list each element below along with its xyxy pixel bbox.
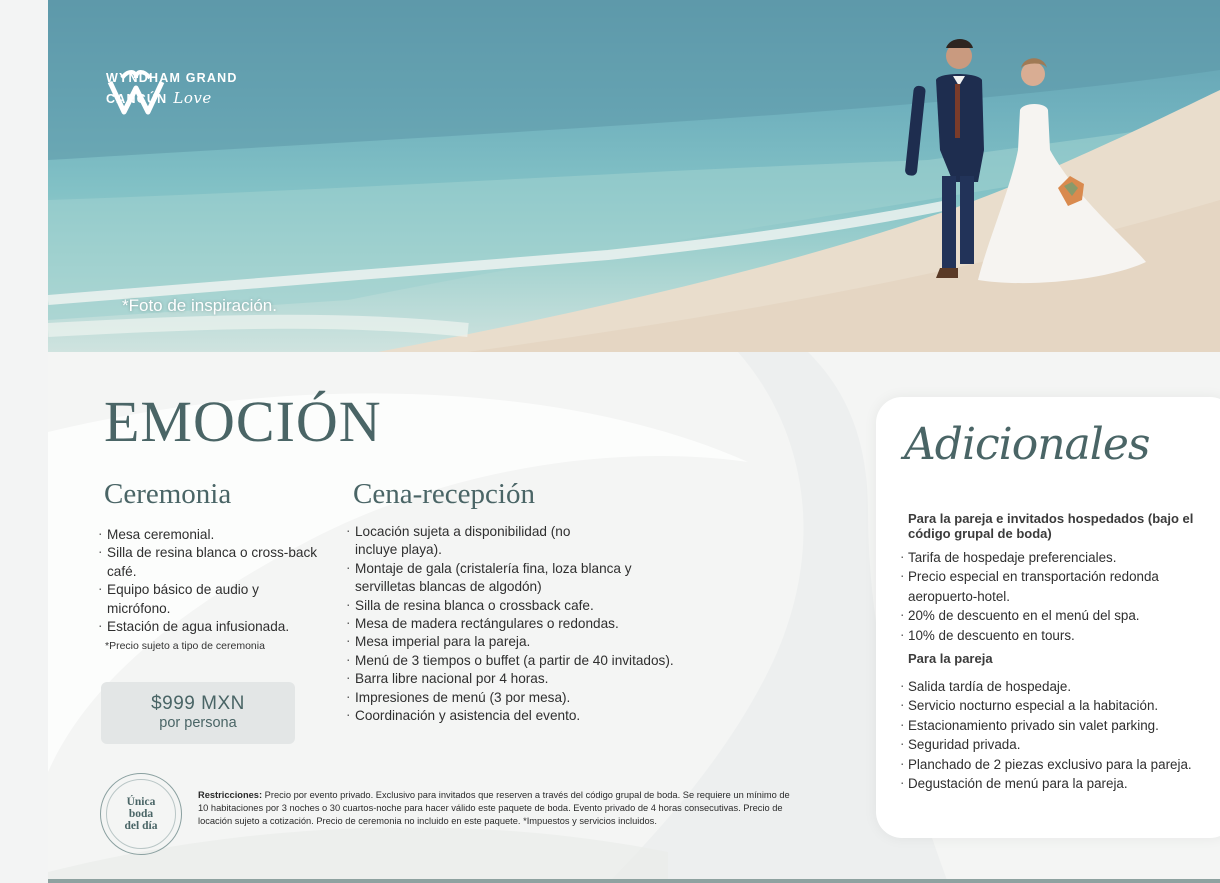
- list-item: · 20% de descuento en el menú del spa.: [900, 606, 1220, 625]
- wyndham-logo-icon: [106, 68, 166, 116]
- restrictions-text: [198, 789, 798, 828]
- logo-line-2: CANCÚN: [106, 92, 168, 106]
- badge-line: del día: [124, 820, 158, 832]
- hero-photo: [48, 0, 1220, 352]
- left-margin: [0, 0, 48, 883]
- group-heading-couple: Para la pareja: [908, 651, 993, 666]
- badge-line: boda: [128, 808, 154, 820]
- price-amount: $999 MXN: [151, 693, 245, 714]
- list-item: · Degustación de menú para la pareja.: [900, 774, 1220, 793]
- cena-heading: Cena-recepción: [353, 478, 535, 510]
- price-note: *Precio sujeto a tipo de ceremonia: [105, 640, 265, 652]
- list-item: · Coordinación y asistencia del evento.: [346, 707, 726, 725]
- adicionales-card: [876, 397, 1220, 838]
- couple-benefits-list: [900, 677, 1220, 793]
- logo-script: Love: [173, 89, 212, 107]
- list-item: · Locación sujeta a disponibilidad (no incluye playa).: [346, 523, 576, 560]
- restrictions-label: Restricciones:: [198, 790, 263, 800]
- list-item: · Mesa de madera rectángulares o redondas.: [346, 615, 726, 633]
- list-item: · Seguridad privada.: [900, 735, 1220, 754]
- package-title: EMOCIÓN: [104, 389, 382, 454]
- adicionales-title: Adicionales: [904, 419, 1150, 470]
- price-unit: por persona: [159, 715, 237, 731]
- list-item: · Impresiones de menú (3 por mesa).: [346, 689, 726, 707]
- list-item: · Barra libre nacional por 4 horas.: [346, 670, 726, 688]
- bottom-border: [48, 879, 1220, 883]
- list-item: · Salida tardía de hospedaje.: [900, 677, 1220, 696]
- ceremonia-heading: Ceremonia: [104, 478, 232, 510]
- wedding-package-page: [48, 0, 1220, 883]
- list-item: · Menú de 3 tiempos o buffet (a partir de 40 invitados).: [346, 652, 726, 670]
- list-item: · Planchado de 2 piezas exclusivo para la pareja.: [900, 755, 1220, 774]
- list-item: · Estación de agua infusionada.: [98, 618, 318, 636]
- logo-line-1: WYNDHAM GRAND: [106, 71, 238, 85]
- list-item: · Estacionamiento privado sin valet parking.: [900, 716, 1220, 735]
- list-item: · Precio especial en transportación redonda aeropuerto-hotel.: [900, 567, 1190, 606]
- photo-disclaimer: *Foto de inspiración.: [122, 296, 277, 315]
- brand-logo: [106, 68, 238, 109]
- list-item: · Equipo básico de audio y micrófono.: [98, 581, 318, 618]
- badge-line: Única: [126, 796, 156, 808]
- list-item: · Mesa ceremonial.: [98, 526, 318, 544]
- list-item: · Montaje de gala (cristalería fina, loza blanca y servilletas blancas de algodón): [346, 560, 646, 597]
- list-item: · Silla de resina blanca o crossback cafe.: [346, 597, 726, 615]
- cena-list: [346, 523, 726, 725]
- list-item: · Mesa imperial para la pareja.: [346, 633, 726, 651]
- guest-benefits-list: [900, 548, 1220, 645]
- group-heading-guests: Para la pareja e invitados hospedados (bajo el código grupal de boda): [908, 511, 1194, 541]
- restrictions-body: Precio por evento privado. Exclusivo para invitados que reserven a través del código grupal de boda. Se requiere un mínimo de 10 habitaciones por 3 noches o 30 cuartos-noche para hacer válido este paquete de boda. Evento privado de 4 horas consecutivas. Precio de locación sujeto a cotización. Precio de ceremonia no incluido en este paquete. *Impuestos y servicios incluidos.: [198, 790, 790, 826]
- single-wedding-badge: [100, 773, 182, 855]
- price-box: [101, 682, 295, 744]
- list-item: · 10% de descuento en tours.: [900, 626, 1220, 645]
- list-item: · Servicio nocturno especial a la habitación.: [900, 696, 1220, 715]
- list-item: · Tarifa de hospedaje preferenciales.: [900, 548, 1220, 567]
- list-item: · Silla de resina blanca o cross-back café.: [98, 544, 318, 581]
- ceremonia-list: [98, 526, 318, 636]
